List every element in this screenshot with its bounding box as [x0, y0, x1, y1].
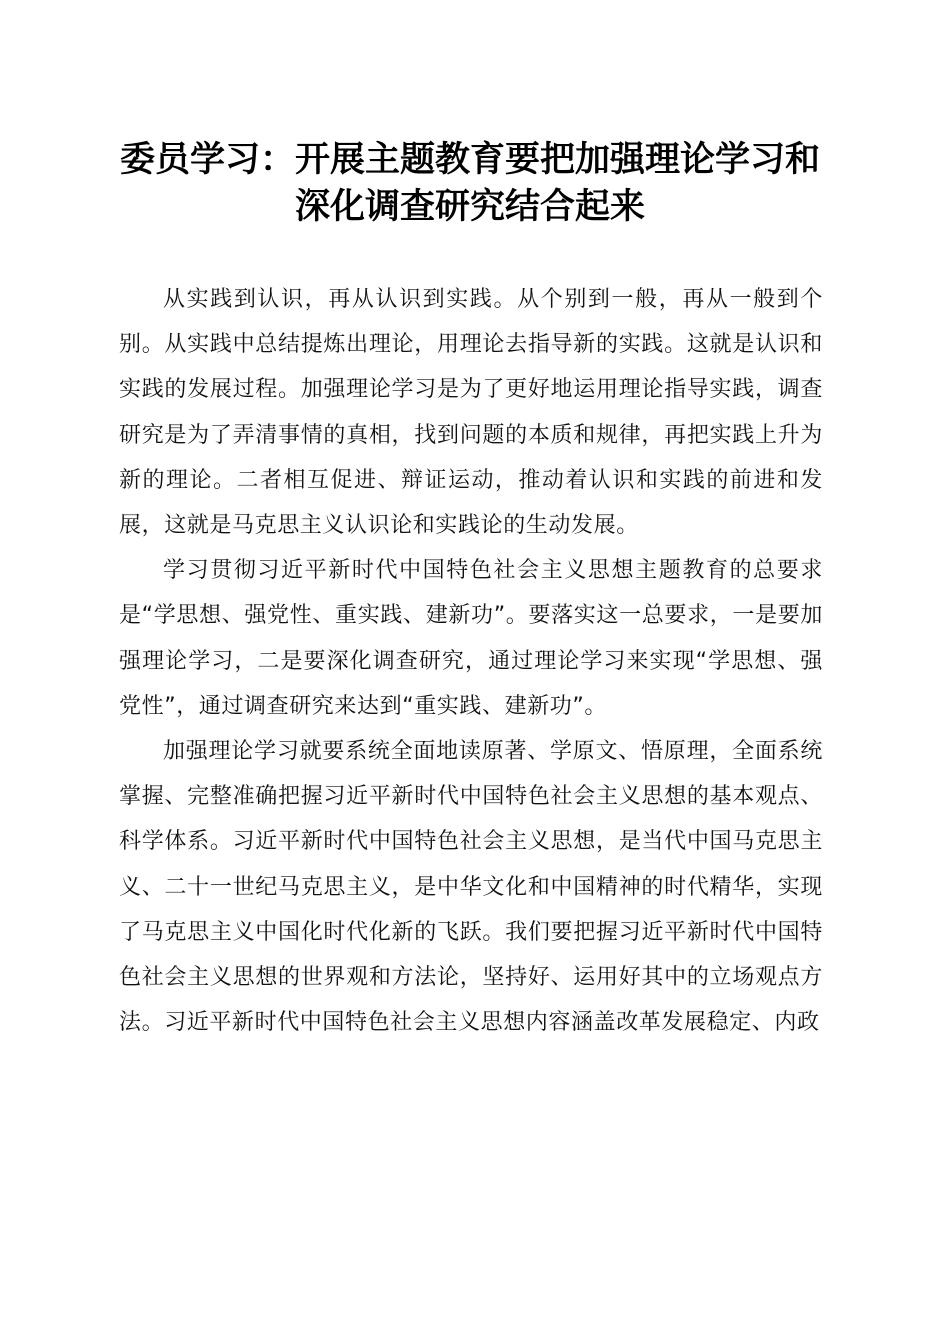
title-line-1: 委员学习：开展主题教育要把加强理论学习和 — [119, 139, 820, 180]
title-line-2: 深化调查研究结合起来 — [294, 186, 645, 227]
document-body — [119, 277, 823, 1045]
paragraph-2: 学习贯彻习近平新时代中国特色社会主义思想主题教育的总要求是“学思想、强党性、重实践、建新功”。要落实这一总要求，一是要加强理论学习，二是要深化调查研究，通过理论学习来实现“学思想、强党性”，通过调查研究来达到“重实践、建新功”。 — [119, 558, 823, 719]
document-title — [110, 136, 830, 230]
paragraph-1: 从实践到认识，再从认识到实践。从个别到一般，再从一般到个别。从实践中总结提炼出理论，用理论去指导新的实践。这就是认识和实践的发展过程。加强理论学习是为了更好地运用理论指导实践，调查研究是为了弄清事情的真相，找到问题的本质和规律，再把实践上升为新的理论。二者相互促进、辩证运动，推动着认识和实践的前进和发展，这就是马克思主义认识论和实践论的生动发展。 — [119, 287, 823, 539]
paragraph-3: 加强理论学习就要系统全面地读原著、学原文、悟原理，全面系统掌握、完整准确把握习近平新时代中国特色社会主义思想的基本观点、科学体系。习近平新时代中国特色社会主义思想，是当代中国马克思主义、二十一世纪马克思主义，是中华文化和中国精神的时代精华，实现了马克思主义中国化时代化新的飞跃。我们要把握习近平新时代中国特色社会主义思想的世界观和方法论，坚持好、运用好其中的立场观点方法。习近平新时代中国特色社会主义思想内容涵盖改革发展稳定、内政 — [119, 739, 823, 1036]
